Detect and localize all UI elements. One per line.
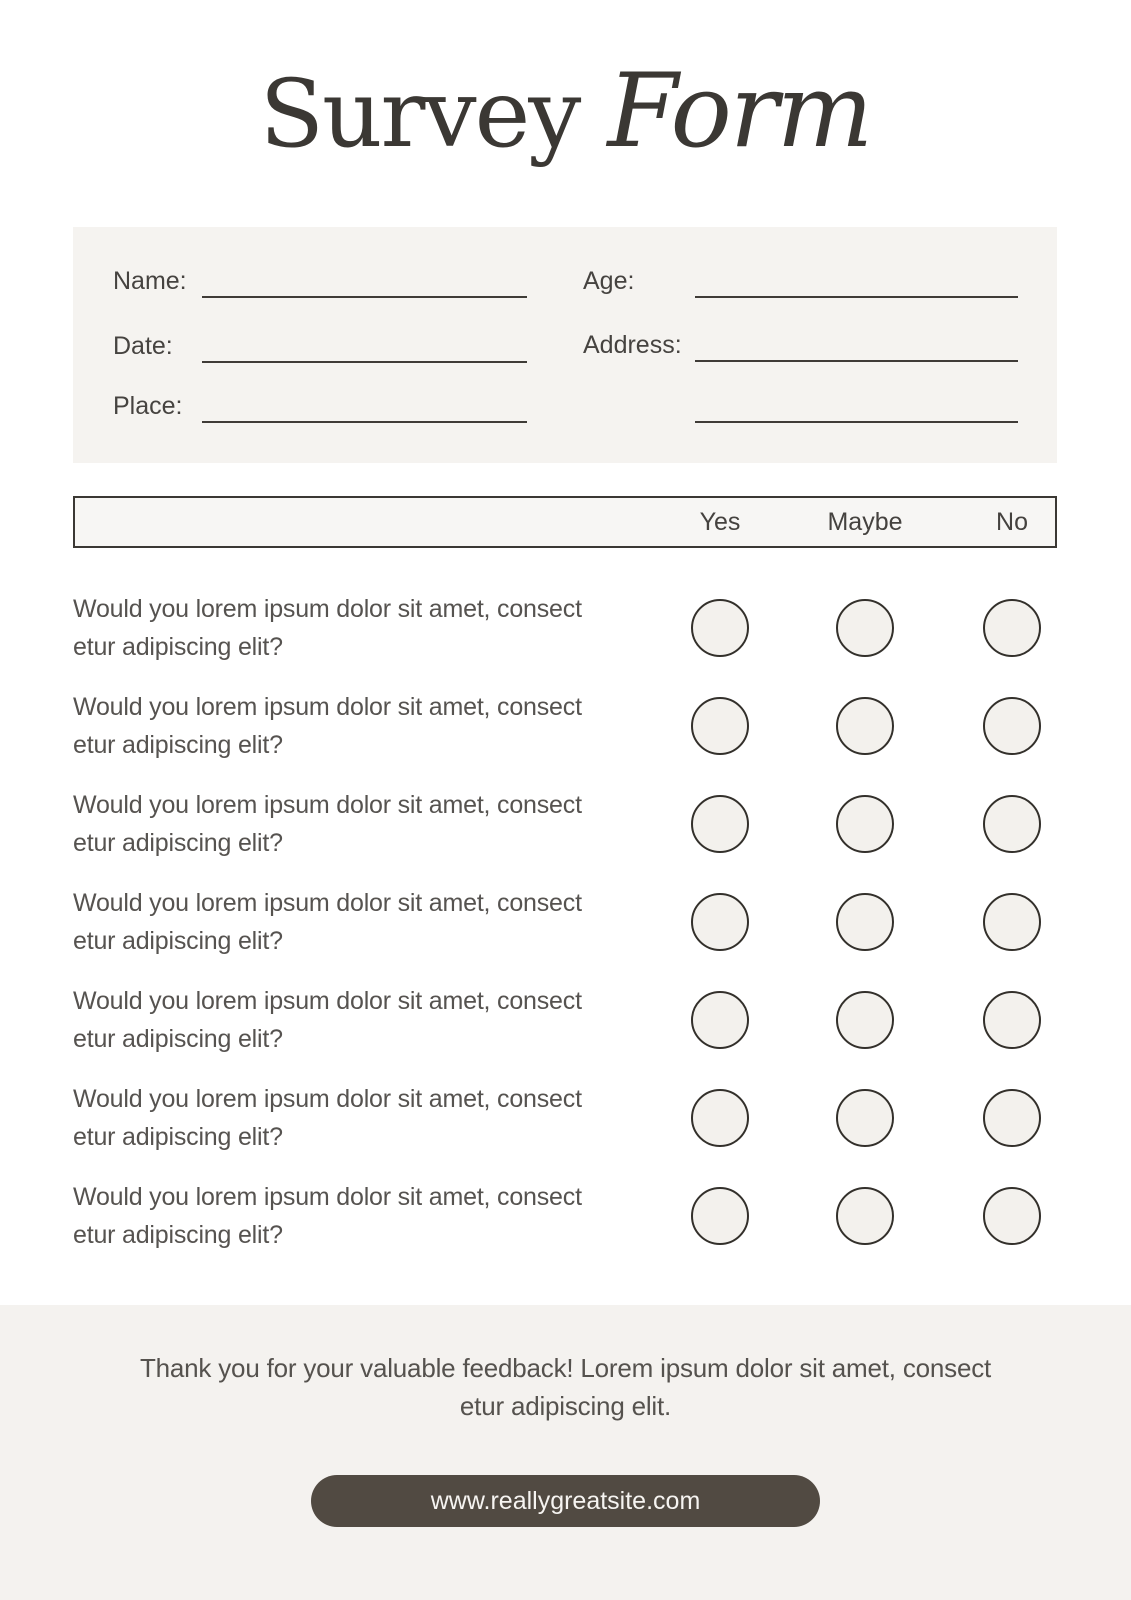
answer-circle-no[interactable] [983, 893, 1041, 951]
answer-circle-maybe[interactable] [836, 795, 894, 853]
date-field-row [113, 329, 527, 363]
answer-circle-no[interactable] [983, 795, 1041, 853]
address-field-row [583, 328, 1018, 362]
name-input-line[interactable] [202, 264, 527, 298]
age-field-row [583, 264, 1018, 298]
personal-info-section [73, 227, 1057, 463]
title-word-survey: Survey [259, 60, 580, 169]
answer-circle-yes[interactable] [691, 599, 749, 657]
answer-circle-maybe[interactable] [836, 1089, 894, 1147]
date-label: Date: [113, 332, 173, 360]
question-text: Would you lorem ipsum dolor sit amet, consect etur adipiscing elit? [73, 1183, 582, 1249]
age-label: Age: [583, 267, 635, 295]
place-input-line[interactable] [202, 389, 527, 423]
answer-circle-maybe[interactable] [836, 697, 894, 755]
column-header-yes: Yes [699, 508, 741, 536]
question-row [73, 779, 1057, 877]
question-row [73, 975, 1057, 1073]
options-header-bar [73, 496, 1057, 548]
answer-circle-no[interactable] [983, 599, 1041, 657]
question-row [73, 1171, 1057, 1269]
age-input-line[interactable] [695, 264, 1018, 298]
question-text: Would you lorem ipsum dolor sit amet, consect etur adipiscing elit? [73, 889, 582, 955]
question-row [73, 1073, 1057, 1171]
name-field-row [113, 264, 527, 298]
column-header-maybe: Maybe [827, 508, 903, 536]
answer-circle-no[interactable] [983, 1089, 1041, 1147]
answer-circle-yes[interactable] [691, 991, 749, 1049]
column-header-no: No [996, 508, 1028, 536]
question-text: Would you lorem ipsum dolor sit amet, consect etur adipiscing elit? [73, 987, 582, 1053]
answer-circle-no[interactable] [983, 1187, 1041, 1245]
answer-circle-maybe[interactable] [836, 1187, 894, 1245]
question-row [73, 681, 1057, 779]
answer-circle-yes[interactable] [691, 893, 749, 951]
website-link-pill[interactable]: www.reallygreatsite.com [311, 1475, 820, 1527]
thank-you-message: Thank you for your valuable feedback! Lorem ipsum dolor sit amet, consect etur adipiscing elit. [139, 1353, 992, 1421]
title-word-form: Form [607, 52, 872, 171]
question-text: Would you lorem ipsum dolor sit amet, consect etur adipiscing elit? [73, 595, 582, 661]
answer-circle-no[interactable] [983, 697, 1041, 755]
question-text: Would you lorem ipsum dolor sit amet, consect etur adipiscing elit? [73, 693, 582, 759]
answer-circle-yes[interactable] [691, 1187, 749, 1245]
question-row [73, 877, 1057, 975]
address-input-line[interactable] [695, 328, 1018, 362]
place-field-row [113, 389, 527, 423]
answer-circle-no[interactable] [983, 991, 1041, 1049]
answer-circle-maybe[interactable] [836, 599, 894, 657]
answer-circle-maybe[interactable] [836, 893, 894, 951]
question-text: Would you lorem ipsum dolor sit amet, consect etur adipiscing elit? [73, 1085, 582, 1151]
answer-circle-yes[interactable] [691, 1089, 749, 1147]
place-label: Place: [113, 392, 183, 420]
question-row [73, 583, 1057, 681]
address-overflow-row [583, 389, 1018, 423]
page-title [0, 52, 1131, 171]
address-overflow-input-line[interactable] [695, 389, 1018, 423]
answer-circle-yes[interactable] [691, 795, 749, 853]
question-text: Would you lorem ipsum dolor sit amet, consect etur adipiscing elit? [73, 791, 582, 857]
answer-circle-yes[interactable] [691, 697, 749, 755]
footer-section [0, 1305, 1131, 1600]
name-label: Name: [113, 267, 187, 295]
answer-circle-maybe[interactable] [836, 991, 894, 1049]
address-label: Address: [583, 331, 682, 359]
date-input-line[interactable] [202, 329, 527, 363]
